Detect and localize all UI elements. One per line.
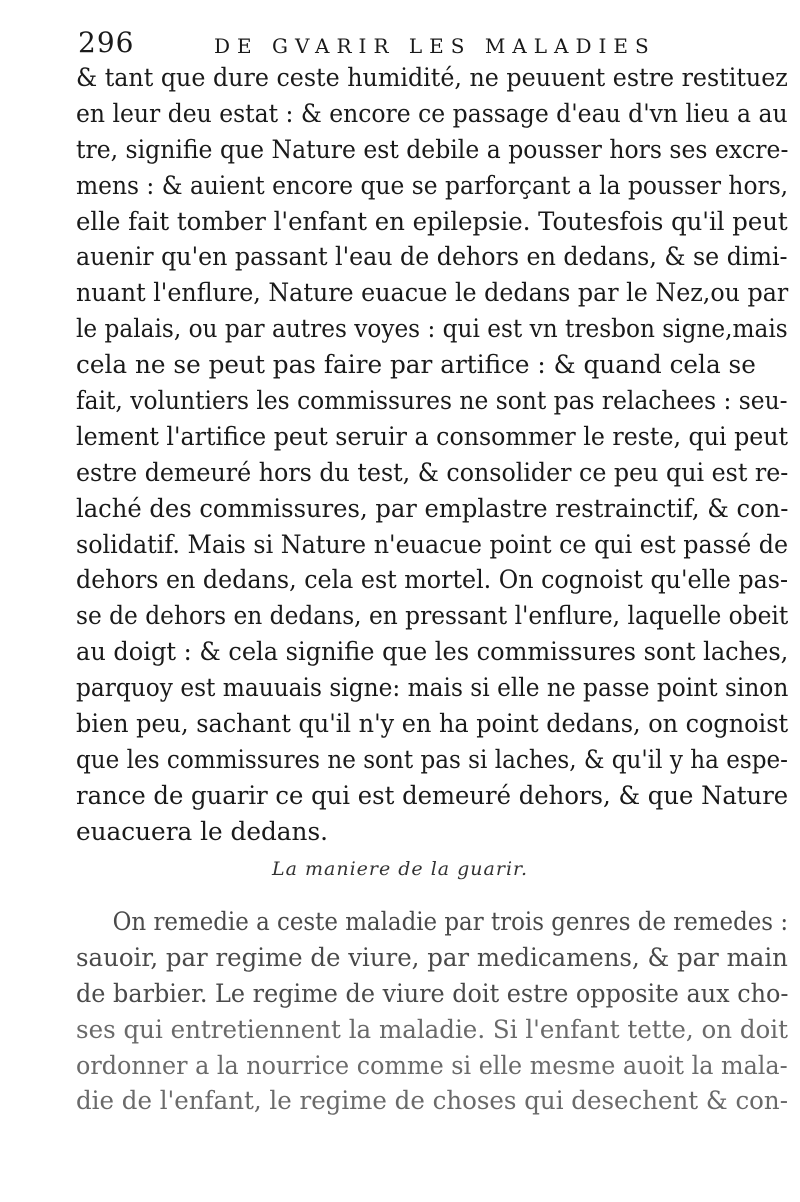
text-line: au doigt : & cela signifie que les commissures sont laches,	[76, 637, 789, 667]
text-line: laché des commissures, par emplastre restrainctif, & con-	[76, 493, 789, 523]
text-line: en leur deu estat : & encore ce passage d'eau d'vn lieu a au	[76, 98, 788, 128]
text-line: bien peu, sachant qu'il n'y en ha point dedans, on cognoist	[76, 709, 789, 739]
text-line: cela ne se peut pas faire par artifice : & quand cela se	[76, 350, 756, 380]
text-line: sauoir, par regime de viure, par medicamens, & par main	[76, 942, 788, 972]
text-line: auenir qu'en passant l'eau de dehors en dedans, & se dimi-	[76, 242, 788, 272]
text-line: On remedie a ceste maladie par trois genres de remedes :	[112, 907, 789, 936]
section-text-block	[76, 904, 796, 1119]
text-line: euacuera le dedans.	[76, 816, 328, 846]
text-line: ordonner a la nourrice comme si elle mesme auoit la mala-	[76, 1050, 788, 1080]
text-line: estre demeuré hors du test, & consolider ce peu qui est re-	[76, 457, 789, 487]
main-text-block	[76, 60, 796, 850]
text-line: fait, voluntiers les commissures ne sont pas relachees : seu-	[76, 386, 788, 416]
running-title: DE GVARIR LES MALADIES	[214, 34, 656, 58]
text-line: de barbier. Le regime de viure doit estre opposite aux cho-	[76, 978, 789, 1008]
text-line: ses qui entretiennent la maladie. Si l'enfant tette, on doit	[76, 1014, 789, 1044]
text-line: se de dehors en dedans, en pressant l'enflure, laquelle obeit	[76, 601, 789, 631]
text-line: mens : & auient encore que se parforçant a la pousser hors,	[76, 170, 789, 200]
text-line: nuant l'enflure, Nature euacue le dedans par le Nez,ou par	[76, 278, 789, 308]
text-line: dehors en dedans, cela est mortel. On cognoist qu'elle pas-	[76, 565, 789, 595]
text-line: tre, signifie que Nature est debile a pousser hors ses excre-	[76, 134, 789, 164]
page-number: 296	[78, 26, 135, 59]
text-line: le palais, ou par autres voyes : qui est vn tresbon signe,mais	[76, 314, 788, 344]
section-heading: La maniere de la guarir.	[272, 858, 529, 880]
text-line: parquoy est mauuais signe: mais si elle ne passe point sinon	[76, 673, 789, 703]
text-line: rance de guarir ce qui est demeuré dehors, & que Nature	[76, 780, 789, 810]
text-line: elle fait tomber l'enfant en epilepsie. Toutesfois qu'il peut	[76, 206, 788, 236]
text-line: solidatif. Mais si Nature n'euacue point ce qui est passé de	[76, 529, 789, 559]
text-line: que les commissures ne sont pas si laches, & qu'il y ha espe-	[76, 744, 788, 774]
text-line: lement l'artifice peut seruir a consommer le reste, qui peut	[76, 421, 789, 451]
text-line: & tant que dure ceste humidité, ne peuuent estre restituez	[76, 63, 788, 92]
text-line: die de l'enfant, le regime de choses qui desechent & con-	[76, 1086, 788, 1116]
running-head	[78, 24, 778, 60]
